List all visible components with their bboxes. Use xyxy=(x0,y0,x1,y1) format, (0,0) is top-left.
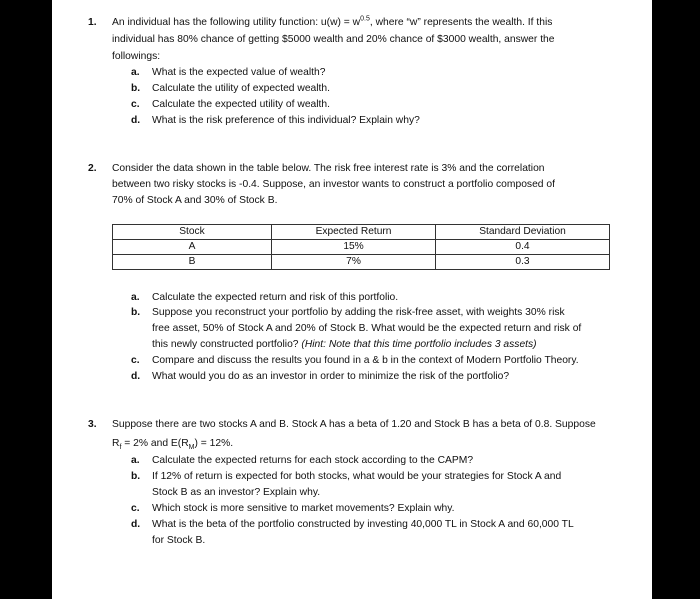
question-2-line-1: Consider the data shown in the table below. The risk free interest rate is 3% and the correlation xyxy=(112,163,545,174)
table-cell: 0.4 xyxy=(436,240,610,255)
stock-data-table xyxy=(112,224,610,270)
table-cell: B xyxy=(113,255,272,270)
table-header-cell: Stock xyxy=(113,225,272,240)
table-header-row xyxy=(113,225,610,240)
question-1-number: 1. xyxy=(88,17,97,28)
table-cell: 7% xyxy=(272,255,436,270)
question-2-line-2: between two risky stocks is -0.4. Suppose, an investor wants to construct a portfolio composed of xyxy=(112,179,555,190)
question-3-number: 3. xyxy=(88,419,97,430)
table-cell: A xyxy=(113,240,272,255)
right-dark-border xyxy=(652,0,700,599)
question-1-line-3: followings: xyxy=(112,51,161,62)
question-2-number: 2. xyxy=(88,163,97,174)
question-2-line-3: 70% of Stock A and 30% of Stock B. xyxy=(112,195,278,206)
left-dark-border xyxy=(0,0,52,599)
table-cell: 0.3 xyxy=(436,255,610,270)
table-row xyxy=(113,240,610,255)
question-3-line-1: Suppose there are two stocks A and B. Stock A has a beta of 1.20 and Stock B has a beta of 0.8. Suppose xyxy=(112,419,596,430)
table-header-cell: Expected Return xyxy=(272,225,436,240)
document-page: 1. An individual has the following utility function: $u(w) = w^{0.5}$, where “w” represents the wealth. If this individual has 80% chance of getting $5000 wealth and 20% chance of $3000 wealth, answer the followings: a. What is the expected value of wealth? b. Calculate the utility of expected wealth. c. Calculate the expected utility of wealth. d. What is the risk preference of this individual? Explain why? 2. Consider the data shown in the table below. The risk free interest rate is 3% and the correlation between two risky stocks is -0.4. Suppose, an investor wants to construct a portfolio composed of 70% of Stock A and 30% of Stock B. Stock Expected Return Standard Deviation A 15% 0.4 B 7% 0.3 a. Calculate the expected return and risk of this portfolio. b. Suppose you reconstruct your portfolio by adding the risk-free asset, with weights 30% risk free asset, 50% of Stock A and 20% of Stock B. What would be the expected return and risk of this newly constructed portfolio? (Hint: Note that this time portfolio includes 3 assets) c. Compare and discuss the results you found in a & b in the context of Modern Portfolio Theory. d. What would you do as an investor in order to minimize the risk of the portfolio? 3. Suppose there are two stocks A and B. Stock A has a beta of 1.20 and Stock B has a beta of 0.8. Suppose $R_f = 2\%$ and $E(R_M) = 12\%$. a. Calculate the expected returns for each stock according to the CAPM? b. If 12% of return is expected for both stocks, what would be your strategies for Stock A and Stock B as an investor? Explain why. c. Which stock is more sensitive to market movements? Explain why. d. What is the beta of the portfolio constructed by investing 40,000 TL in Stock A and 60,000 TL for Stock B. xyxy=(52,0,652,599)
question-3-line-2: $R_f = 2\%$ and $E(R_M) = 12\%$. xyxy=(112,438,234,452)
question-1-line-1: An individual has the following utility function: $u(w) = w^{0.5}$, where “w” represents the wealth. If this xyxy=(112,15,553,28)
table-header-cell: Standard Deviation xyxy=(436,225,610,240)
question-1-line-2: individual has 80% chance of getting $5000 wealth and 20% chance of $3000 wealth, answer the xyxy=(112,34,555,45)
table-cell: 15% xyxy=(272,240,436,255)
table-row xyxy=(113,255,610,270)
